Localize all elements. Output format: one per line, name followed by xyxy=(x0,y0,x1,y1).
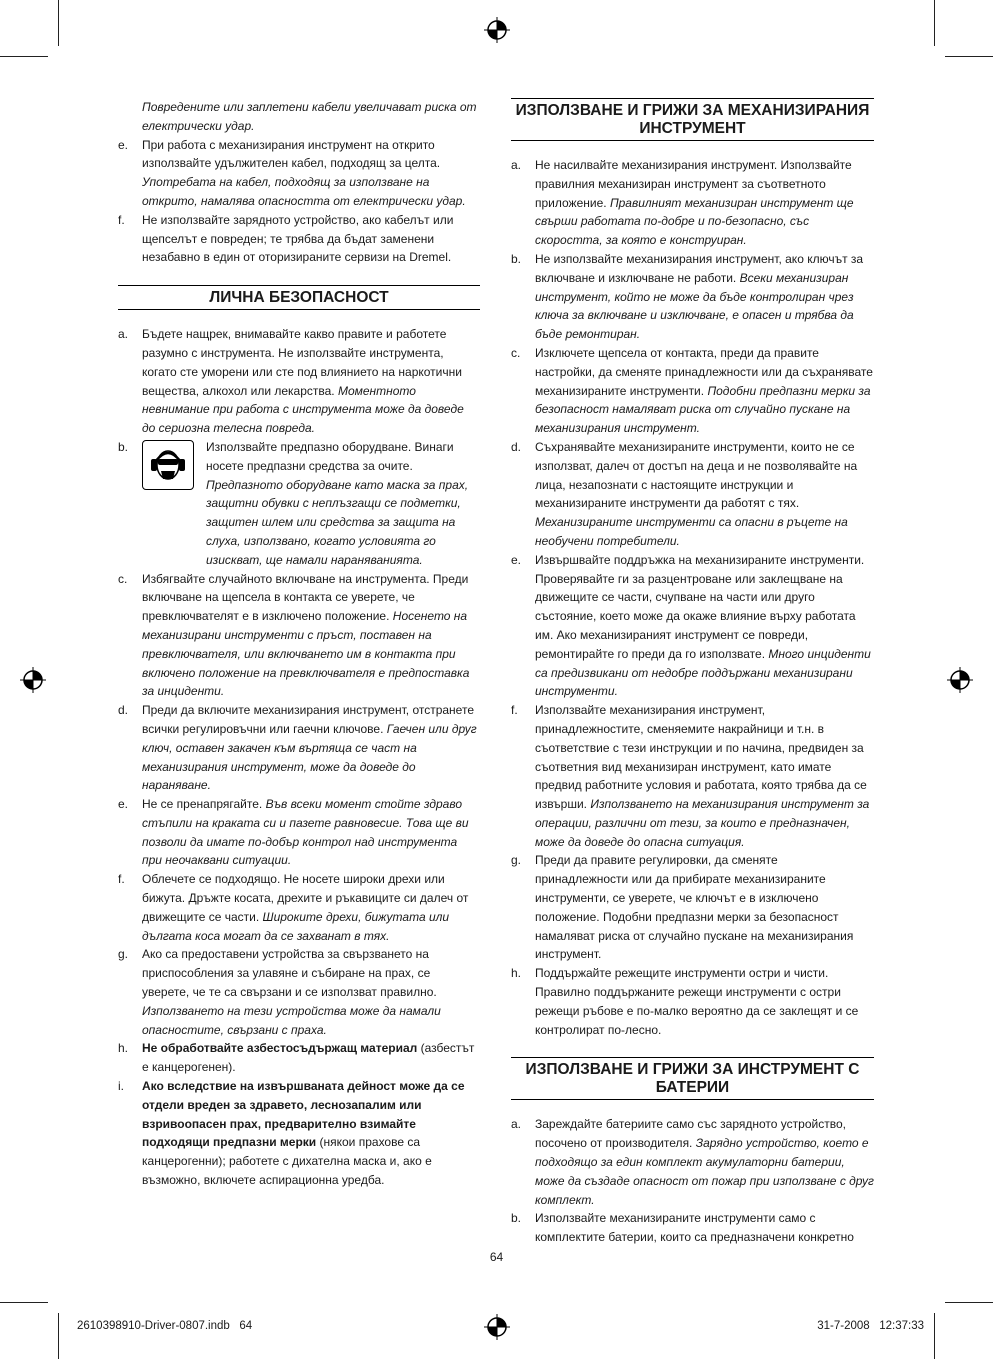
list-item: Повредените или заплетени кабели увеличават риска от електрически удар. xyxy=(142,100,477,133)
right-column xyxy=(511,98,874,1247)
safety-gear-icon xyxy=(142,440,194,490)
list-item: b. Използвайте механизираните инструменти само с комплектите батерии, които са предназначени конкретно xyxy=(511,1211,854,1245)
crop-mark xyxy=(0,56,48,57)
list-item: e. При работа с механизирания инструмент на открито използвайте удължителен кабел, подходящ за целта. Употребата на кабел, подходящ за използване на открито, намалява опасността от електрически удар. xyxy=(118,137,466,208)
page-number: 64 xyxy=(489,1250,504,1264)
list-item: d. Съхранявайте механизираните инструменти, които не се използват, далеч от достъп на деца и не позволявайте на лица, незапознати с настоящите инструкции и механизираните инструменти да работят с тях. Механизираните инструменти са опасни в ръцете на необучени потребители. xyxy=(511,439,858,548)
list-item: f. Използвайте механизирания инструмент, принадлежностите, сменяемите накрайници и т.н. в съответствие с тези инструкции и по начина, предвиден за съответния вид механизиран инструмент, като имате предвид работните условия и работата, която трябва да се извърши. Използването на механизирания инструмент за операции, различни от тези, за които е предназначен, може да доведе до опасна ситуация. xyxy=(511,703,870,849)
crop-mark xyxy=(58,0,59,46)
list-item: c. Избягвайте случайното включване на инструмента. Преди включване на щепсела в контакта се уверете, че превключвателят е в изключено положение. Носенето на механизирани инструменти с пръст, поставен на превключвателя, или включването им в контакта при включено положение на превключвателя е предпоставка за инциденти. xyxy=(118,571,470,699)
crop-mark xyxy=(945,1302,993,1303)
list-item: f. Не използвайте зарядното устройство, ако кабелът или щепселът е повреден; те трябва да бъдат заменени незабавно в един от оторизираните сервизи на Dremel. xyxy=(118,212,454,265)
list-item: e. Не се пренапрягайте. Във всеки момент стойте здраво стъпили на краката си и пазете равновесие. Това ще ви позволи да имате по-добър контрол над инструмента при неочаквани ситуации. xyxy=(118,797,469,868)
registration-mark-icon xyxy=(947,667,973,693)
list-item: a. Не насилвайте механизирания инструмент. Използвайте правилния механизиран инструмент за съответното приложение. Правилният механизиран инструмент ще свърши работата по-добре и по-безопасно, със скоростта, за която е конструиран. xyxy=(511,158,854,248)
list-item: b. Използвайте предпазно оборудване. Винаги носете предпазни средства за очите. Предпазното оборудване като маска за прах, защитни обувки с неплъзгащи се подметки, защитен шлем или средства за защита на слуха, използвано, когато условията го изискват, ще намали нараняванията. xyxy=(118,439,469,567)
left-column xyxy=(118,98,480,1190)
list-item: b. Не използвайте механизирания инструмент, ако ключът за включване и изключване не работи. Всеки механизиран инструмент, който не може да бъде контролиран чрез ключа за включване и изключване, е опасен и трябва да бъде ремонтиран. xyxy=(511,251,864,342)
footer-timestamp: 31-7-2008 12:37:33 xyxy=(817,1320,924,1332)
list-item: h. Поддържайте режещите инструменти остри и чисти. Правилно поддържаните режещи инструменти с остри режещи ръбове е по-малко вероятно да се заклещят и се контролират по-лесно. xyxy=(511,966,859,1037)
crop-mark xyxy=(934,1313,935,1359)
registration-mark-icon xyxy=(484,17,510,43)
list-item: c. Изключете щепсела от контакта, преди да правите настройки, да сменяте принадлежности или да съхранявате механизираните инструменти. Подобни предпазни мерки за безопасност намаляват риска от случайно пускане на механизирания инструмент. xyxy=(511,345,873,436)
list-item: g. Преди да правите регулировки, да сменяте принадлежности или да прибирате механизираните инструменти, се уверете, че ключът е в изключено положение. Подобни предпазни мерки за безопасност намаляват риска от случайно пускане на механизирания инструмент. xyxy=(511,853,854,962)
crop-mark xyxy=(58,1313,59,1359)
footer-file-info: 2610398910-Driver-0807.indb 64 xyxy=(77,1320,253,1332)
section-heading-power-tool-use: ИЗПОЛЗВАНЕ И ГРИЖИ ЗА МЕХАНИЗИРАНИЯ ИНСТРУМЕНТ xyxy=(511,98,874,141)
list-item: d. Преди да включите механизирания инструмент, отстранете всички регулировъчни или гаечни ключове. Гаечен или друг ключ, оставен закачен към въртяща се част на механизирания инструмент, може да доведе до нараняване. xyxy=(118,703,477,793)
crop-mark xyxy=(0,1302,48,1303)
section-heading-personal-safety: ЛИЧНА БЕЗОПАСНОСТ xyxy=(118,285,480,310)
list-item: h. Не обработвайте азбестосъдържащ материал (азбестът е канцерогенен). xyxy=(118,1041,475,1075)
crop-mark xyxy=(934,0,935,46)
list-item: i. Ако вследствие на извършваната дейност може да се отдели вреден за здравето, леснозапалим или взривоопасен прах, предварително взимайте подходящи предпазни мерки (някои прахове са канцерогенни); работете с дихателна маска и, ако е възможно, включете аспирационна уредба. xyxy=(118,1079,465,1188)
list-item: a. Бъдете нащрек, внимавайте какво правите и работете разумно с инструмента. Не използвайте инструмента, когато сте уморени или сте под влиянието на наркотични вещества, алкохол или лекарства. Моментното невнимание при работа с инструмента може да доведе до сериозна телесна повреда. xyxy=(118,327,464,436)
list-item: f. Облечете се подходящо. Не носете широки дрехи или бижута. Дръжте косата, дрехите и ръкавиците си далеч от движещите се части. Широките дрехи, бижутата или дългата коса могат да се захванат в тях. xyxy=(118,872,469,943)
crop-mark xyxy=(945,56,993,57)
list-item: a. Зареждайте батериите само със зарядното устройство, посочено от производителя. Зарядно устройство, което е подходящо за един комплект акумулаторни батерии, може да създаде опасност от пожар при използване с друг комплект. xyxy=(511,1117,874,1207)
list-item: e. Извършвайте поддръжка на механизираните инструменти. Проверявайте ги за разцентроване или заклещване на движещите се части, счупване на части или друго състояние, което може да окаже влияние върху работата им. Ако механизираният инструмент се повреди, ремонтирайте го преди да го използвате. Много инциденти са предизвикани от недобре поддържани механизирани инструменти. xyxy=(511,552,871,699)
section-heading-battery-tool-use: ИЗПОЛЗВАНЕ И ГРИЖИ ЗА ИНСТРУМЕНТ С БАТЕРИИ xyxy=(511,1057,874,1100)
registration-mark-icon xyxy=(484,1314,510,1340)
list-item: g. Ако са предоставени устройства за свързването на приспособления за улавяне и събиране на прах, се уверете, че те са свързани и се използват правилно. Използването на тези устройства може да намали опасностите, свързани с праха. xyxy=(118,947,441,1037)
registration-mark-icon xyxy=(20,667,46,693)
